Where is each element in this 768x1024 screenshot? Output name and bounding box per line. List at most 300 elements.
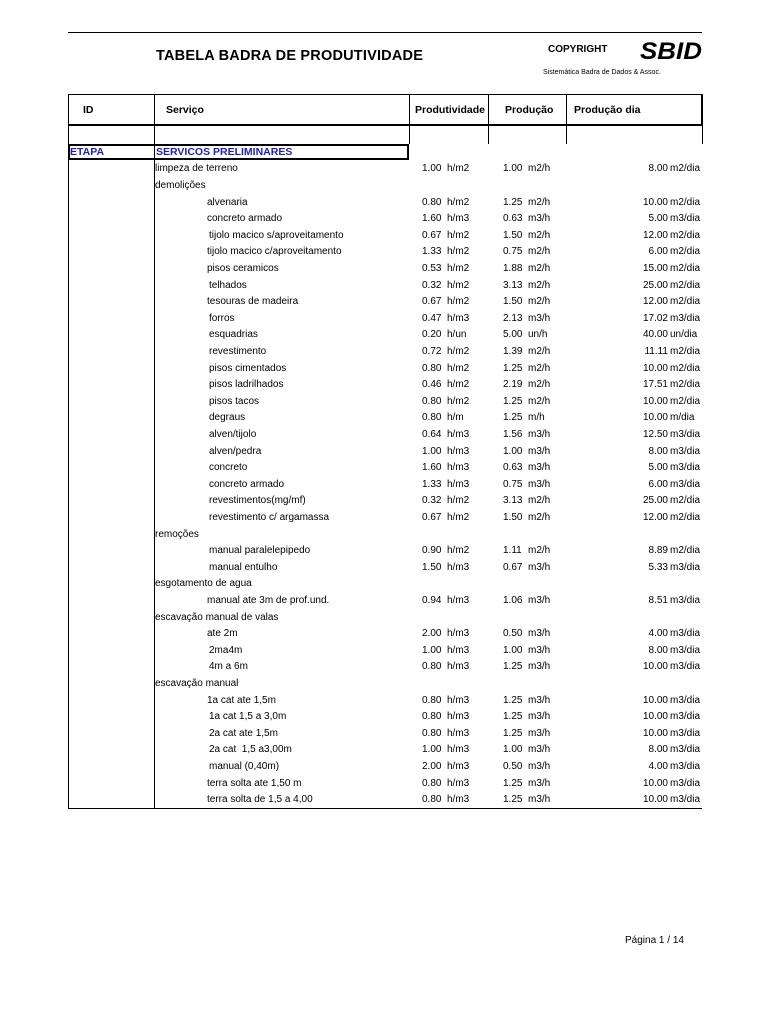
produtividade-value: 0.67 [422,229,442,241]
produtividade-value: 0.80 [422,412,442,424]
producao-unit: m3/h [528,694,551,706]
producao-dia-unit: m2/dia [670,511,701,523]
producao-unit: m3/h [528,644,551,656]
producao-value: 1.25 [503,777,523,789]
service-cell: concreto armado [209,478,285,490]
produtividade-unit: h/m2 [447,163,470,175]
producao-value: 1.39 [503,345,523,357]
producao-unit: m2/h [528,379,551,391]
producao-unit: m3/h [528,727,551,739]
produtividade-unit: h/m2 [447,246,470,258]
table-row [0,792,768,809]
produtividade-unit: h/m2 [447,262,470,274]
produtividade-unit: h/m2 [447,511,470,523]
producao-dia-unit: m2/dia [670,229,701,241]
producao-dia-unit: m3/dia [670,478,701,490]
producao-dia-unit: m2/dia [670,345,701,357]
table-row [0,444,768,461]
produtividade-unit: h/m2 [447,279,470,291]
produtividade-value: 0.80 [422,362,442,374]
service-cell: pisos cimentados [209,362,287,374]
service-cell: esquadrias [209,329,258,341]
table-row [0,543,768,560]
producao-unit: m2/h [528,495,551,507]
producao-value: 0.75 [503,478,523,490]
producao-dia-value: 6.00 [648,478,668,490]
service-cell: revestimento c/ argamassa [209,511,330,523]
producao-dia-unit: m3/dia [670,760,701,772]
producao-dia-unit: m2/dia [670,495,701,507]
producao-value: 1.88 [503,262,523,274]
table-row [0,294,768,311]
producao-dia-value: 4.00 [648,760,668,772]
produtividade-value: 0.80 [422,711,442,723]
producao-dia-value: 25.00 [642,279,668,291]
producao-value: 0.75 [503,246,523,258]
service-cell: telhados [209,279,247,291]
col-header-producao-dia: Produção dia [574,104,641,116]
producao-dia-value: 10.00 [642,412,668,424]
table-row [0,626,768,643]
table-row [0,327,768,344]
table-row [0,477,768,494]
producao-dia-value: 10.00 [642,727,668,739]
producao-value: 3.13 [503,279,523,291]
produtividade-value: 0.67 [422,296,442,308]
producao-dia-value: 25.00 [642,495,668,507]
table-header [68,94,702,126]
producao-value: 2.13 [503,312,523,324]
producao-dia-unit: m2/dia [670,196,701,208]
table-row [0,211,768,228]
producao-unit: m2/h [528,345,551,357]
producao-dia-unit: m3/dia [670,628,701,640]
service-cell: 2a cat ate 1,5m [209,727,278,739]
producao-unit: m3/h [528,760,551,772]
service-cell: pisos tacos [209,395,260,407]
service-cell: revestimento [209,345,267,357]
producao-dia-unit: m2/dia [670,262,701,274]
producao-dia-unit: m3/dia [670,445,701,457]
producao-dia-value: 12.00 [642,229,668,241]
produtividade-unit: h/m2 [447,362,470,374]
producao-value: 0.63 [503,213,523,225]
table-row [0,244,768,261]
producao-dia-value: 8.00 [648,445,668,457]
producao-dia-unit: m3/dia [670,462,701,474]
producao-unit: m3/h [528,661,551,673]
producao-dia-value: 10.00 [642,694,668,706]
produtividade-value: 2.00 [422,628,442,640]
sbid-logo [640,37,702,63]
producao-dia-unit: m2/dia [670,246,701,258]
table-row [0,676,768,693]
producao-dia-value: 12.00 [642,511,668,523]
produtividade-value: 0.46 [422,379,442,391]
producao-dia-unit: m3/dia [670,428,701,440]
producao-dia-value: 8.51 [648,594,668,606]
produtividade-value: 1.60 [422,462,442,474]
producao-value: 5.00 [503,329,523,341]
page-title: TABELA BADRA DE PRODUTIVIDADE [156,48,424,64]
service-cell: tijolo macico s/aproveitamento [209,229,344,241]
producao-value: 0.50 [503,628,523,640]
producao-dia-unit: m3/dia [670,744,701,756]
table-row [0,510,768,527]
produtividade-value: 0.32 [422,495,442,507]
producao-dia-value: 15.00 [642,262,668,274]
produtividade-value: 1.00 [422,744,442,756]
producao-value: 1.00 [503,163,523,175]
producao-dia-unit: m3/dia [670,694,701,706]
producao-value: 1.25 [503,711,523,723]
produtividade-unit: h/m2 [447,545,470,557]
produtividade-unit: h/m3 [447,777,470,789]
table-row [0,178,768,195]
producao-dia-unit: m3/dia [670,661,701,673]
produtividade-unit: h/m3 [447,445,470,457]
producao-dia-unit: m3/dia [670,561,701,573]
producao-unit: m2/h [528,163,551,175]
producao-unit: m3/h [528,462,551,474]
producao-unit: m2/h [528,296,551,308]
produtividade-unit: h/m2 [447,395,470,407]
service-cell: forros [209,312,235,324]
producao-value: 1.00 [503,445,523,457]
service-cell: concreto [209,462,248,474]
table-row [0,460,768,477]
producao-dia-unit: m2/dia [670,395,701,407]
table-row [0,344,768,361]
producao-dia-value: 8.89 [648,545,668,557]
produtividade-unit: h/m2 [447,379,470,391]
producao-value: 0.50 [503,760,523,772]
producao-value: 1.25 [503,395,523,407]
producao-unit: m3/h [528,628,551,640]
produtividade-unit: h/m3 [447,744,470,756]
producao-dia-value: 8.00 [648,644,668,656]
etapa-label: ETAPA [70,146,105,158]
grid-line-producao [566,94,567,144]
produtividade-unit: h/m3 [447,760,470,772]
producao-unit: m3/h [528,478,551,490]
grid-line-servico [409,94,410,144]
service-cell: 1a cat ate 1,5m [207,694,276,706]
table-row [0,576,768,593]
table-row [0,593,768,610]
produtividade-value: 1.33 [422,478,442,490]
produtividade-value: 0.72 [422,345,442,357]
producao-value: 0.67 [503,561,523,573]
producao-value: 1.11 [503,545,522,557]
table-row [0,427,768,444]
produtividade-value: 1.00 [422,163,442,175]
producao-value: 1.25 [503,661,523,673]
producao-value: 1.00 [503,744,523,756]
service-cell: escavação manual [155,677,239,689]
service-cell: manual entulho [209,561,278,573]
producao-dia-unit: m3/dia [670,711,701,723]
subtitle: Sistemática Badra de Dados & Assoc. [543,69,661,76]
producao-unit: m3/h [528,794,551,806]
produtividade-unit: h/m3 [447,213,470,225]
service-cell: manual (0,40m) [209,760,280,772]
producao-dia-value: 12.50 [642,428,668,440]
producao-dia-unit: m3/dia [670,312,701,324]
producao-unit: m3/h [528,561,551,573]
produtividade-value: 0.32 [422,279,442,291]
producao-value: 2.19 [503,379,523,391]
col-header-id: ID [83,104,94,116]
producao-value: 1.25 [503,694,523,706]
producao-value: 1.25 [503,727,523,739]
producao-unit: m3/h [528,428,551,440]
producao-value: 1.50 [503,229,523,241]
producao-value: 1.25 [503,362,523,374]
col-header-servico: Serviço [166,104,204,116]
produtividade-unit: h/m3 [447,644,470,656]
bottom-rule [68,808,702,809]
table-row [0,742,768,759]
table-row [0,278,768,295]
service-cell: manual paralelepipedo [209,545,311,557]
produtividade-unit: h/m3 [447,428,470,440]
producao-dia-unit: m3/dia [670,794,701,806]
table-row [0,361,768,378]
table-row [0,161,768,178]
table-row [0,709,768,726]
producao-dia-value: 5.33 [648,561,668,573]
table-row [0,410,768,427]
service-cell: terra solta de 1,5 a 4,00 [207,794,313,806]
produtividade-unit: h/m3 [447,661,470,673]
service-cell: alven/tijolo [209,428,257,440]
producao-value: 1.50 [503,296,523,308]
produtividade-unit: h/m3 [447,694,470,706]
producao-value: 1.50 [503,511,523,523]
producao-dia-unit: m3/dia [670,644,701,656]
service-cell: tijolo macico c/aproveitamento [207,246,342,258]
produtividade-value: 1.60 [422,213,442,225]
producao-value: 1.25 [503,196,523,208]
producao-dia-value: 17.51 [642,379,668,391]
producao-dia-value: 8.00 [648,163,668,175]
producao-dia-unit: m/dia [670,412,695,424]
producao-dia-value: 10.00 [642,395,668,407]
table-row [0,560,768,577]
service-cell: alven/pedra [209,445,262,457]
producao-unit: m2/h [528,196,551,208]
service-cell: terra solta ate 1,50 m [207,777,302,789]
produtividade-value: 1.00 [422,644,442,656]
logo-text: SBID [640,38,702,65]
producao-dia-value: 17.02 [642,312,668,324]
table-row [0,195,768,212]
service-cell: concreto armado [207,213,283,225]
table-row [0,493,768,510]
produtividade-value: 0.64 [422,428,442,440]
producao-dia-value: 10.00 [642,661,668,673]
service-cell: limpeza de terreno [155,163,238,175]
producao-dia-value: 40.00 [642,329,668,341]
producao-dia-unit: m2/dia [670,163,701,175]
produtividade-unit: h/m2 [447,495,470,507]
table-row [0,610,768,627]
producao-dia-value: 4.00 [648,628,668,640]
table-row [0,311,768,328]
producao-dia-unit: m2/dia [670,296,701,308]
produtividade-unit: h/m [447,412,464,424]
service-cell: revestimentos(mg/mf) [209,495,306,507]
producao-unit: m2/h [528,511,551,523]
table-row [0,693,768,710]
table-row [0,228,768,245]
producao-unit: m3/h [528,312,551,324]
producao-value: 1.56 [503,428,523,440]
copyright-label: COPYRIGHT [548,44,608,55]
produtividade-value: 0.53 [422,262,442,274]
produtividade-value: 1.33 [422,246,442,258]
producao-unit: m2/h [528,229,551,241]
produtividade-unit: h/m2 [447,345,470,357]
producao-dia-value: 5.00 [648,462,668,474]
etapa-name: SERVICOS PRELIMINARES [156,146,293,158]
producao-dia-unit: m2/dia [670,545,701,557]
table-row [0,394,768,411]
page-number: Página 1 / 14 [625,935,684,946]
producao-dia-value: 5.00 [648,213,668,225]
producao-dia-unit: m2/dia [670,362,701,374]
producao-unit: m3/h [528,744,551,756]
grid-line-produtividade [488,94,489,144]
grid-line-right [702,94,703,144]
col-header-producao: Produção [505,104,554,116]
produtividade-value: 0.80 [422,694,442,706]
producao-unit: m2/h [528,362,551,374]
producao-unit: m2/h [528,262,551,274]
service-cell: pisos ceramicos [207,262,279,274]
produtividade-unit: h/m2 [447,229,470,241]
produtividade-value: 0.80 [422,395,442,407]
producao-dia-value: 6.00 [648,246,668,258]
produtividade-unit: h/m3 [447,478,470,490]
produtividade-unit: h/m3 [447,462,470,474]
produtividade-value: 0.80 [422,196,442,208]
table-row [0,726,768,743]
produtividade-value: 0.80 [422,661,442,673]
service-cell: pisos ladrilhados [209,379,284,391]
produtividade-unit: h/m3 [447,794,470,806]
producao-unit: m2/h [528,279,551,291]
producao-dia-value: 8.00 [648,744,668,756]
producao-dia-unit: m3/dia [670,777,701,789]
producao-dia-unit: m3/dia [670,727,701,739]
produtividade-value: 0.94 [422,594,442,606]
producao-dia-value: 10.00 [642,362,668,374]
service-cell: 1a cat 1,5 a 3,0m [209,711,287,723]
producao-dia-value: 12.00 [642,296,668,308]
produtividade-unit: h/un [447,329,467,341]
service-cell: demolições [155,179,206,191]
top-rule [68,32,702,33]
producao-unit: m/h [528,412,545,424]
producao-unit: m2/h [528,395,551,407]
produtividade-unit: h/m3 [447,711,470,723]
producao-value: 3.13 [503,495,523,507]
col-header-produtividade: Produtividade [415,104,486,116]
produtividade-unit: h/m3 [447,561,470,573]
service-cell: 4m a 6m [209,661,248,673]
producao-dia-unit: m3/dia [670,594,701,606]
service-cell: manual ate 3m de prof.und. [207,594,330,606]
produtividade-unit: h/m2 [447,196,470,208]
producao-unit: m2/h [528,246,551,258]
producao-dia-unit: m2/dia [670,279,701,291]
produtividade-unit: h/m3 [447,312,470,324]
table-row [0,659,768,676]
table-row [0,759,768,776]
produtividade-value: 0.47 [422,312,442,324]
producao-value: 1.06 [503,594,523,606]
producao-dia-value: 10.00 [642,794,668,806]
producao-dia-unit: m2/dia [670,379,701,391]
service-cell: degraus [209,412,246,424]
producao-unit: un/h [528,329,548,341]
produtividade-unit: h/m3 [447,628,470,640]
produtividade-value: 1.00 [422,445,442,457]
producao-dia-value: 10.00 [642,777,668,789]
producao-value: 1.00 [503,644,523,656]
produtividade-value: 0.90 [422,545,442,557]
producao-unit: m3/h [528,594,551,606]
table-row [0,643,768,660]
producao-unit: m3/h [528,445,551,457]
service-cell: ate 2m [207,628,238,640]
service-cell: remoções [155,528,199,540]
producao-dia-value: 10.00 [642,711,668,723]
producao-unit: m3/h [528,777,551,789]
service-cell: 2a cat 1,5 a3,00m [209,744,292,756]
service-cell: tesouras de madeira [207,296,299,308]
producao-dia-value: 10.00 [642,196,668,208]
produtividade-value: 0.80 [422,727,442,739]
produtividade-unit: h/m3 [447,727,470,739]
producao-unit: m3/h [528,213,551,225]
service-cell: alvenaria [207,196,248,208]
table-row [0,776,768,793]
produtividade-value: 0.80 [422,777,442,789]
producao-dia-value: 11.11 [644,345,668,357]
table-row [0,377,768,394]
produtividade-unit: h/m2 [447,296,470,308]
producao-dia-unit: m3/dia [670,213,701,225]
producao-value: 0.63 [503,462,523,474]
produtividade-value: 0.20 [422,329,442,341]
producao-dia-unit: un/dia [670,329,698,341]
service-cell: 2ma4m [209,644,243,656]
producao-value: 1.25 [503,794,523,806]
produtividade-value: 1.50 [422,561,442,573]
table-row [0,261,768,278]
producao-value: 1.25 [503,412,523,424]
producao-unit: m2/h [528,545,551,557]
service-cell: escavação manual de valas [155,611,279,623]
produtividade-value: 0.67 [422,511,442,523]
produtividade-value: 0.80 [422,794,442,806]
table-row [0,527,768,544]
service-cell: esgotamento de agua [155,578,252,590]
produtividade-unit: h/m3 [447,594,470,606]
